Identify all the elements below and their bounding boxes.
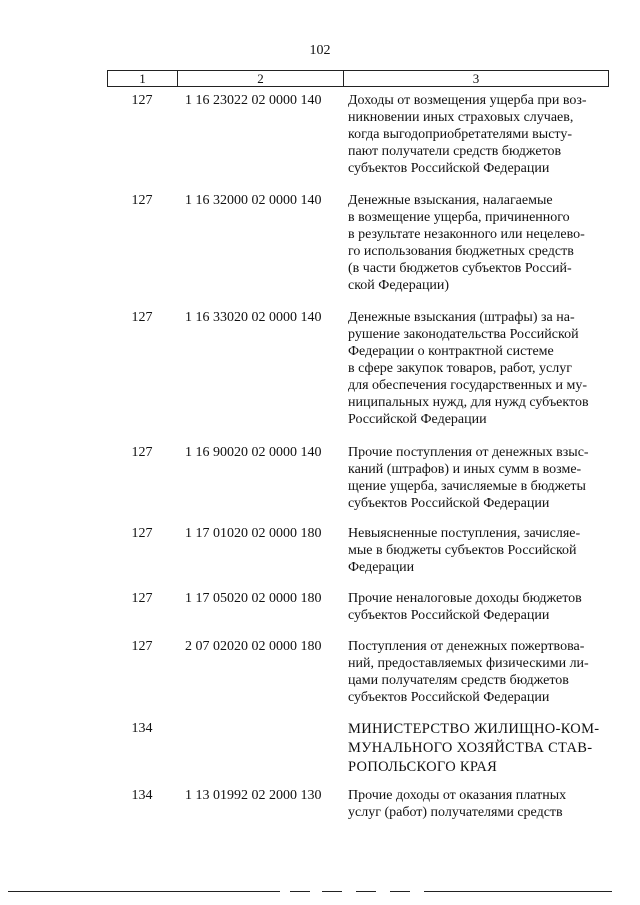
footer-line-segment — [322, 891, 342, 892]
income-description: Доходы от возмещения ущерба при воз- никновении иных страховых случаев, когда выгодоприобретателями высту- пают получатели средств бюджетов субъектов Российской Федерации — [348, 93, 587, 176]
budget-code: 1 17 01020 02 0000 180 — [185, 526, 322, 541]
header-col-2: 2 — [178, 71, 344, 86]
admin-code: 127 — [131, 639, 153, 654]
budget-code: 1 13 01992 02 2000 130 — [185, 788, 322, 803]
admin-code: 127 — [131, 93, 153, 108]
footer-line-segment — [424, 891, 612, 892]
admin-code: 127 — [131, 310, 153, 325]
income-description: Поступления от денежных пожертвова- ний, предоставляемых физическими ли- цами получателям средств бюджетов субъектов Российской Федерации — [348, 639, 589, 705]
income-description: Денежные взыскания (штрафы) за на- рушение законодательства Российской Федерации о контрактной системе в сфере закупок товаров, работ, услуг для обеспечения государственных и му- ниципальных нужд, для нужд субъектов Российской Федерации — [348, 310, 589, 427]
admin-code: 127 — [131, 445, 153, 460]
budget-code: 1 16 33020 02 0000 140 — [185, 310, 322, 325]
budget-code: 1 16 90020 02 0000 140 — [185, 445, 322, 460]
income-description: Денежные взыскания, налагаемые в возмещение ущерба, причиненного в результате незаконного или нецелево- го использования бюджетных средств (в части бюджетов субъектов Россий- ской Федерации) — [348, 193, 585, 293]
footer-line-segment — [390, 891, 410, 892]
admin-code: 134 — [131, 721, 153, 736]
header-col-1: 1 — [108, 71, 178, 86]
admin-code: 127 — [131, 591, 153, 606]
income-description: Прочие поступления от денежных взыс- каний (штрафов) и иных сумм в возме- щение ущерба, зачисляемые в бюджеты субъектов Российской Федерации — [348, 445, 589, 511]
footer-line-segment — [290, 891, 310, 892]
income-description: Прочие доходы от оказания платных услуг (работ) получателями средств — [348, 788, 567, 820]
admin-code: 127 — [131, 526, 153, 541]
income-description: Невыясненные поступления, зачисляе- мые в бюджеты субъектов Российской Федерации — [348, 526, 581, 575]
budget-code: 1 17 05020 02 0000 180 — [185, 591, 322, 606]
ministry-title: МИНИСТЕРСТВО ЖИЛИЩНО-КОМ- МУНАЛЬНОГО ХОЗЯЙСТВА СТАВ- РОПОЛЬСКОГО КРАЯ — [348, 721, 600, 775]
budget-code: 1 16 23022 02 0000 140 — [185, 93, 322, 108]
income-description: Прочие неналоговые доходы бюджетов субъектов Российской Федерации — [348, 591, 582, 623]
admin-code: 127 — [131, 193, 153, 208]
footer-line-segment — [8, 891, 280, 892]
header-col-3: 3 — [472, 71, 480, 86]
budget-code: 1 16 32000 02 0000 140 — [185, 193, 322, 208]
page-number: 102 — [309, 43, 331, 58]
table-header — [107, 70, 609, 87]
footer-line-segment — [356, 891, 376, 892]
budget-code: 2 07 02020 02 0000 180 — [185, 639, 322, 654]
admin-code: 134 — [131, 788, 153, 803]
